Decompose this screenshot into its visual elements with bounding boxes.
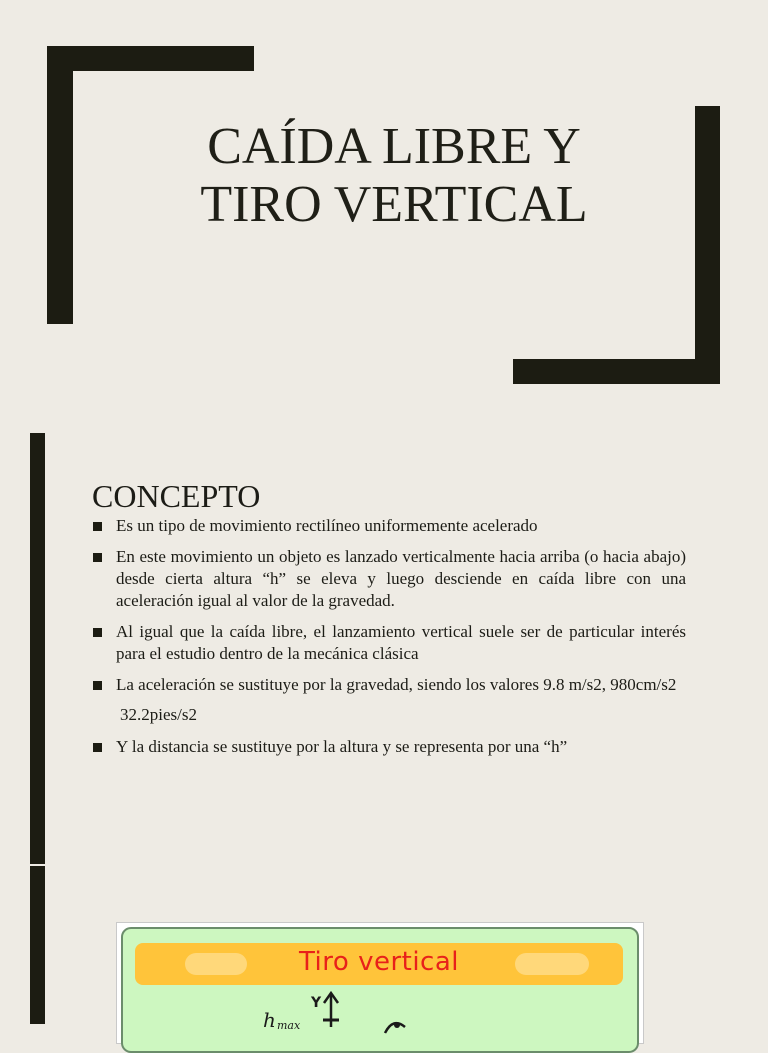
square-bullet-icon <box>93 743 102 752</box>
concept-left-bar <box>30 433 45 864</box>
frame-top-left-horizontal <box>47 46 254 71</box>
list-item: Es un tipo de movimiento rectilíneo uniformemente acelerado <box>92 515 686 537</box>
vertical-launch-diagram <box>263 987 463 1037</box>
title-line-2: TIRO VERTICAL <box>200 176 588 233</box>
frame-top-left-vertical <box>47 46 73 324</box>
square-bullet-icon <box>93 628 102 637</box>
slide-title <box>164 118 624 234</box>
figure-title: Tiro vertical <box>298 947 460 977</box>
list-item: Al igual que la caída libre, el lanzamiento vertical suele ser de particular interés para el estudio dentro de la mecánica clásica <box>92 621 686 665</box>
list-item: La aceleración se sustituye por la gravedad, siendo los valores 9.8 m/s2, 980cm/s2 <box>92 674 686 696</box>
y-axis-label: Y <box>311 995 322 1011</box>
frame-bottom-right-horizontal <box>513 359 720 384</box>
square-bullet-icon <box>93 522 102 531</box>
concept-left-bar-lower <box>30 866 45 1024</box>
square-bullet-icon <box>93 553 102 562</box>
figure-panel <box>121 927 639 1053</box>
concept-bullet-list <box>92 515 686 767</box>
square-bullet-icon <box>93 681 102 690</box>
height-subscript: max <box>277 1019 301 1032</box>
projectile-dot <box>394 1022 400 1028</box>
concept-heading: CONCEPTO <box>92 478 261 514</box>
title-line-1: CAÍDA LIBRE Y <box>207 118 581 175</box>
list-item: Y la distancia se sustituye por la altura y se representa por una “h” <box>92 736 686 758</box>
height-label: h <box>263 1008 276 1032</box>
figure-banner <box>135 943 623 985</box>
frame-bottom-right-vertical <box>695 106 720 384</box>
list-item: En este movimiento un objeto es lanzado verticalmente hacia arriba (o hacia abajo) desde cierta altura “h” se eleva y luego desciende en caída libre con una aceleración igual al valor de la gravedad. <box>92 546 686 612</box>
tiro-vertical-figure <box>116 922 644 1044</box>
list-item-continuation: 32.2pies/s2 <box>120 705 197 724</box>
